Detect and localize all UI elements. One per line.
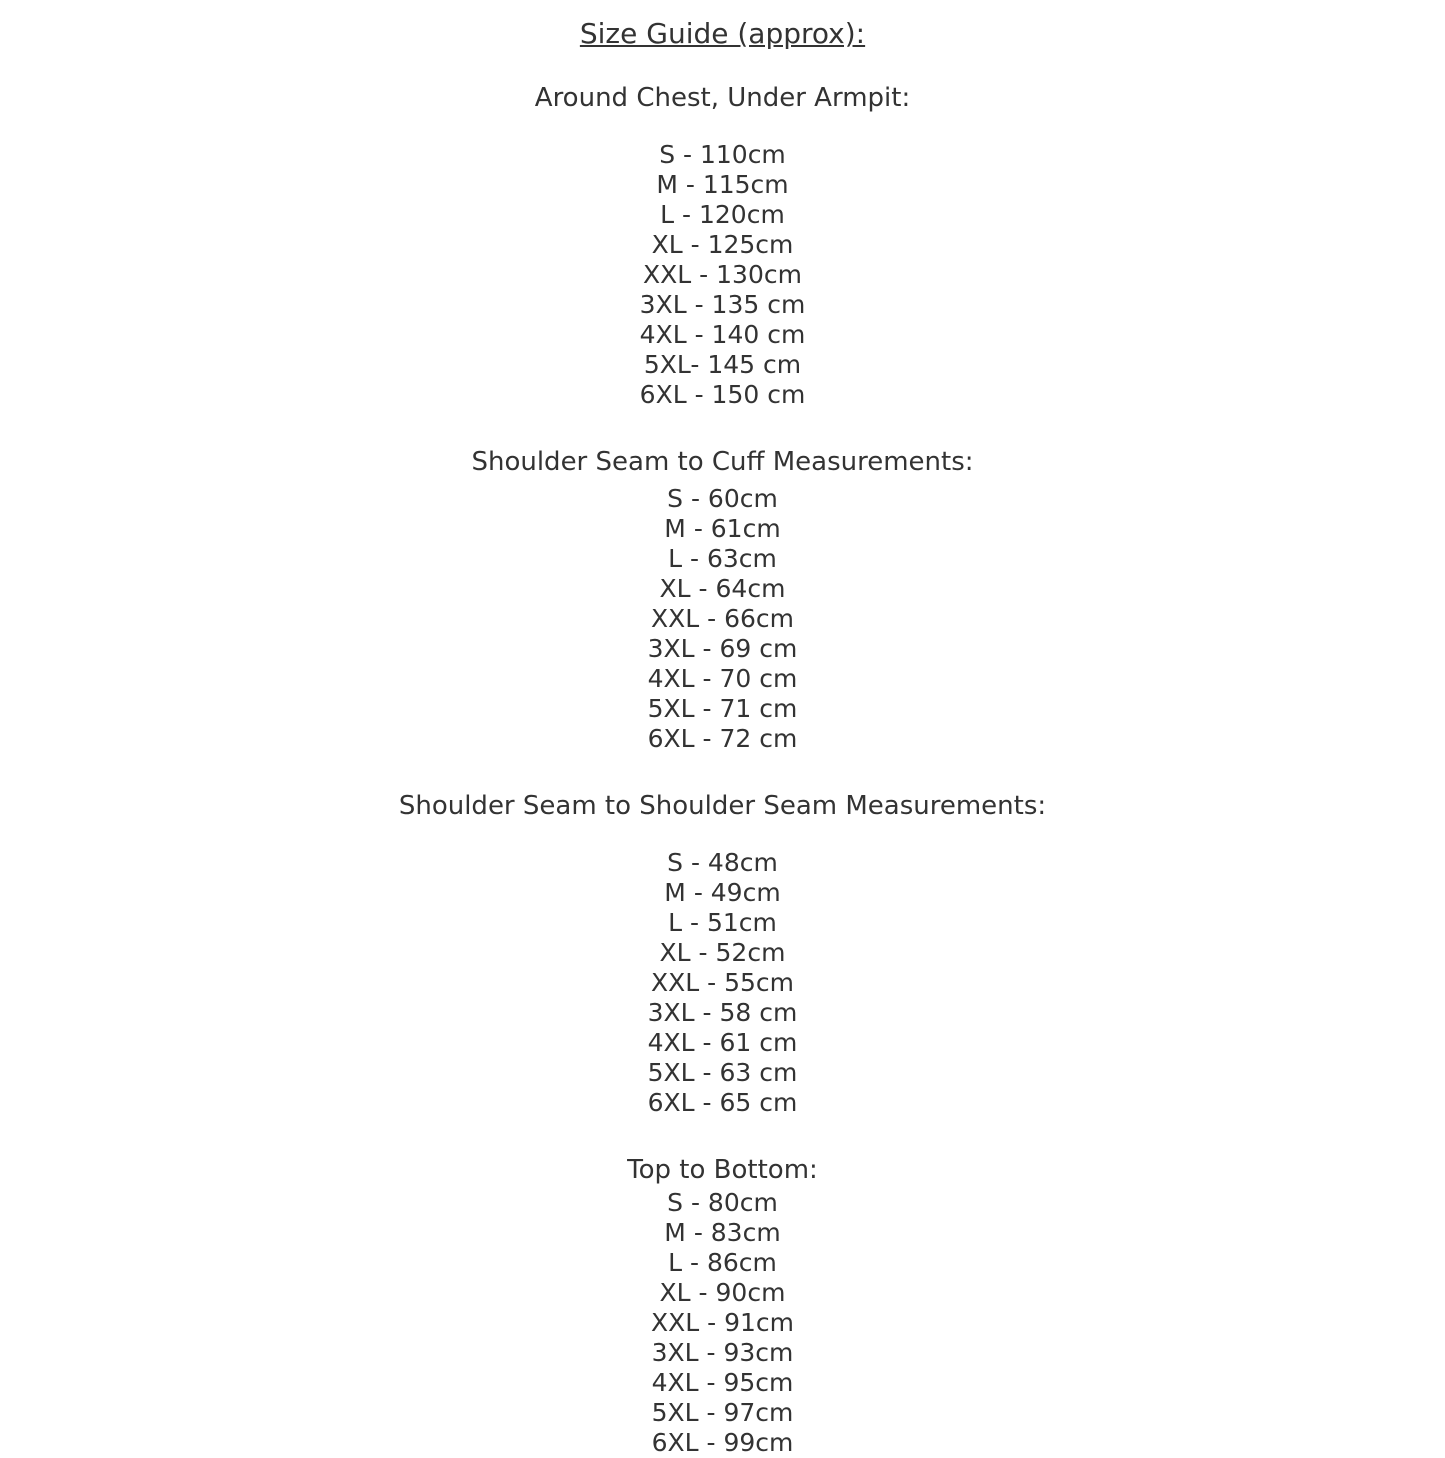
list-item: 4XL - 70 cm — [647, 664, 798, 693]
measurement-list-length — [0, 1188, 1445, 1458]
section-cuff — [0, 444, 1445, 754]
list-item: XL - 90cm — [659, 1278, 786, 1307]
list-item: XXL - 55cm — [650, 968, 794, 997]
list-item: S - 80cm — [667, 1188, 778, 1217]
section-length — [0, 1152, 1445, 1458]
list-item: 3XL - 135 cm — [639, 290, 806, 319]
section-heading-length: Top to Bottom: — [627, 1155, 818, 1185]
section-heading-chest: Around Chest, Under Armpit: — [534, 83, 911, 113]
list-item: XL - 64cm — [659, 574, 786, 603]
section-heading-shoulder: Shoulder Seam to Shoulder Seam Measurements: — [398, 791, 1047, 821]
section-chest — [0, 80, 1445, 410]
list-item: M - 49cm — [664, 878, 781, 907]
list-item: 3XL - 93cm — [651, 1338, 794, 1367]
list-item: 5XL- 145 cm — [643, 350, 802, 379]
measurement-list-shoulder — [0, 848, 1445, 1118]
list-item: S - 48cm — [667, 848, 778, 877]
list-item: 6XL - 72 cm — [647, 724, 798, 753]
list-item: 5XL - 71 cm — [647, 694, 798, 723]
list-item: 4XL - 95cm — [651, 1368, 794, 1397]
list-item: L - 120cm — [660, 200, 785, 229]
list-item: 3XL - 69 cm — [647, 634, 798, 663]
list-item: M - 83cm — [664, 1218, 781, 1247]
list-item: L - 63cm — [668, 544, 777, 573]
page-title: Size Guide (approx): — [579, 17, 866, 50]
measurement-list-cuff — [0, 484, 1445, 754]
list-item: XXL - 66cm — [650, 604, 794, 633]
list-item: M - 61cm — [664, 514, 781, 543]
list-item: S - 60cm — [667, 484, 778, 513]
list-item: 5XL - 63 cm — [647, 1058, 798, 1087]
list-item: L - 51cm — [668, 908, 777, 937]
list-item: XL - 52cm — [659, 938, 786, 967]
list-item: 6XL - 99cm — [651, 1428, 794, 1457]
list-item: XL - 125cm — [651, 230, 794, 259]
list-item: 6XL - 150 cm — [639, 380, 806, 409]
list-item: S - 110cm — [659, 140, 786, 169]
section-heading-cuff: Shoulder Seam to Cuff Measurements: — [471, 447, 974, 477]
list-item: XXL - 91cm — [650, 1308, 794, 1337]
list-item: 6XL - 65 cm — [647, 1088, 798, 1117]
list-item: 3XL - 58 cm — [647, 998, 798, 1027]
section-shoulder — [0, 788, 1445, 1118]
list-item: 4XL - 140 cm — [639, 320, 806, 349]
spacer — [0, 116, 1445, 140]
list-item: XXL - 130cm — [643, 260, 802, 289]
list-item: L - 86cm — [668, 1248, 777, 1277]
list-item: 4XL - 61 cm — [647, 1028, 798, 1057]
list-item: M - 115cm — [656, 170, 789, 199]
measurement-list-chest — [0, 140, 1445, 410]
list-item: 5XL - 97cm — [651, 1398, 794, 1427]
spacer — [0, 824, 1445, 848]
